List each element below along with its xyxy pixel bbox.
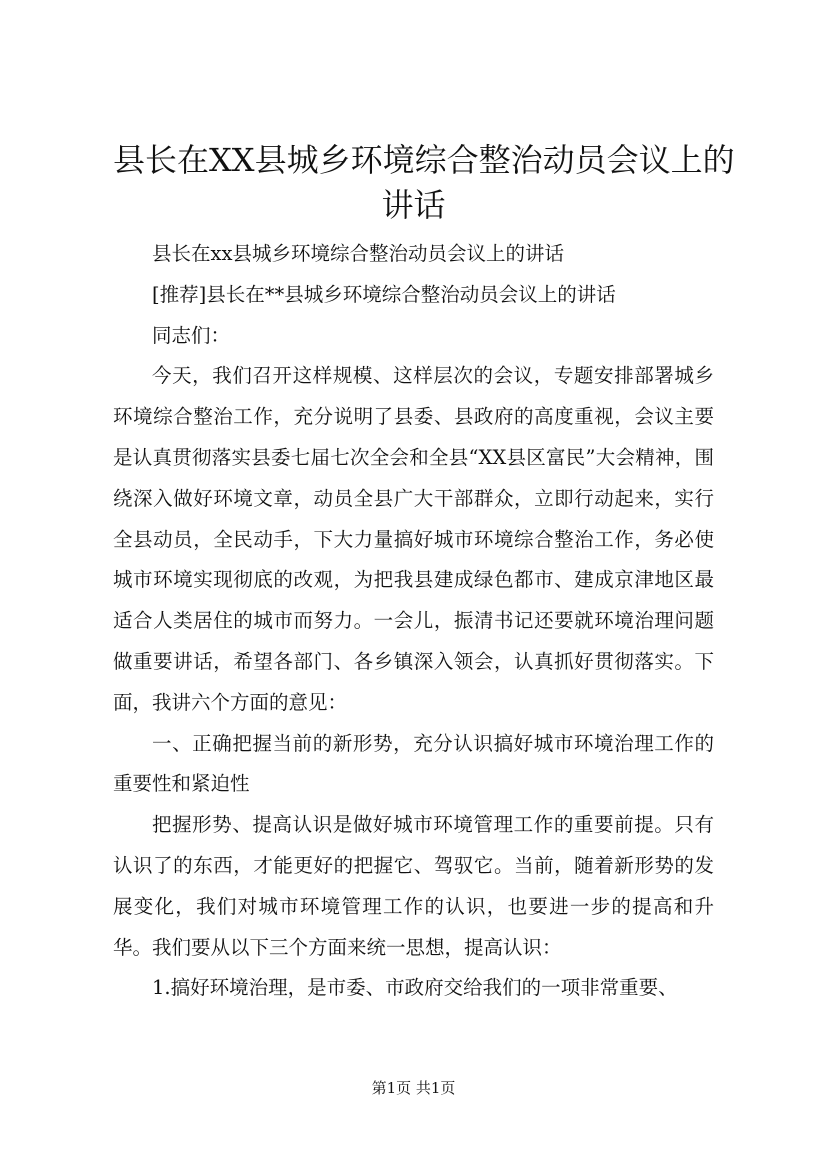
- paragraph-intro: 今天，我们召开这样规模、这样层次的会议，专题安排部署城乡环境综合整治工作，充分说明了县委、县政府的高度重视，会议主要是认真贯彻落实县委七届七次全会和全县“XX县区富民”大会精神，围绕深入做好环境文章，动员全县广大干部群众，立即行动起来，实行全县动员，全民动手，下大力量搞好城市环境综合整治工作，务必使城市环境实现彻底的改观，为把我县建成绿色都市、建成京津地区最适合人类居住的城市而努力。一会儿，振清书记还要就环境治理问题做重要讲话，希望各部门、各乡镇深入领会，认真抓好贯彻落实。下面，我讲六个方面的意见：: [113, 364, 714, 714]
- paragraph-section-1: 把握形势、提高认识是做好城市环境管理工作的重要前提。只有认识了的东西，才能更好的把握它、驾驭它。当前，随着新形势的发展变化，我们对城市环境管理工作的认识，也要进一步的提高和升华。我们要从以下三个方面来统一思想，提高认识：: [113, 813, 714, 959]
- document-body: [113, 234, 714, 1009]
- paragraph-recommend: [推荐]县长在**县城乡环境综合整治动员会议上的讲话: [152, 282, 616, 306]
- paragraph-subtitle: 县长在xx县城乡环境综合整治动员会议上的讲话: [152, 242, 564, 265]
- paragraph-salutation: 同志们：: [152, 323, 231, 347]
- paragraph-point-1: 1.搞好环境治理，是市委、市政府交给我们的一项非常重要、: [152, 976, 678, 1000]
- section-heading-1: 一、正确把握当前的新形势，充分认识搞好城市环境治理工作的重要性和紧迫性: [113, 731, 714, 796]
- title-line-1: 县长在XX县城乡环境综合整治动员会议上的: [113, 141, 735, 179]
- document-title: [113, 138, 735, 228]
- title-line-2: 讲话: [381, 186, 446, 224]
- page-footer: 第1页 共1页: [371, 1079, 456, 1097]
